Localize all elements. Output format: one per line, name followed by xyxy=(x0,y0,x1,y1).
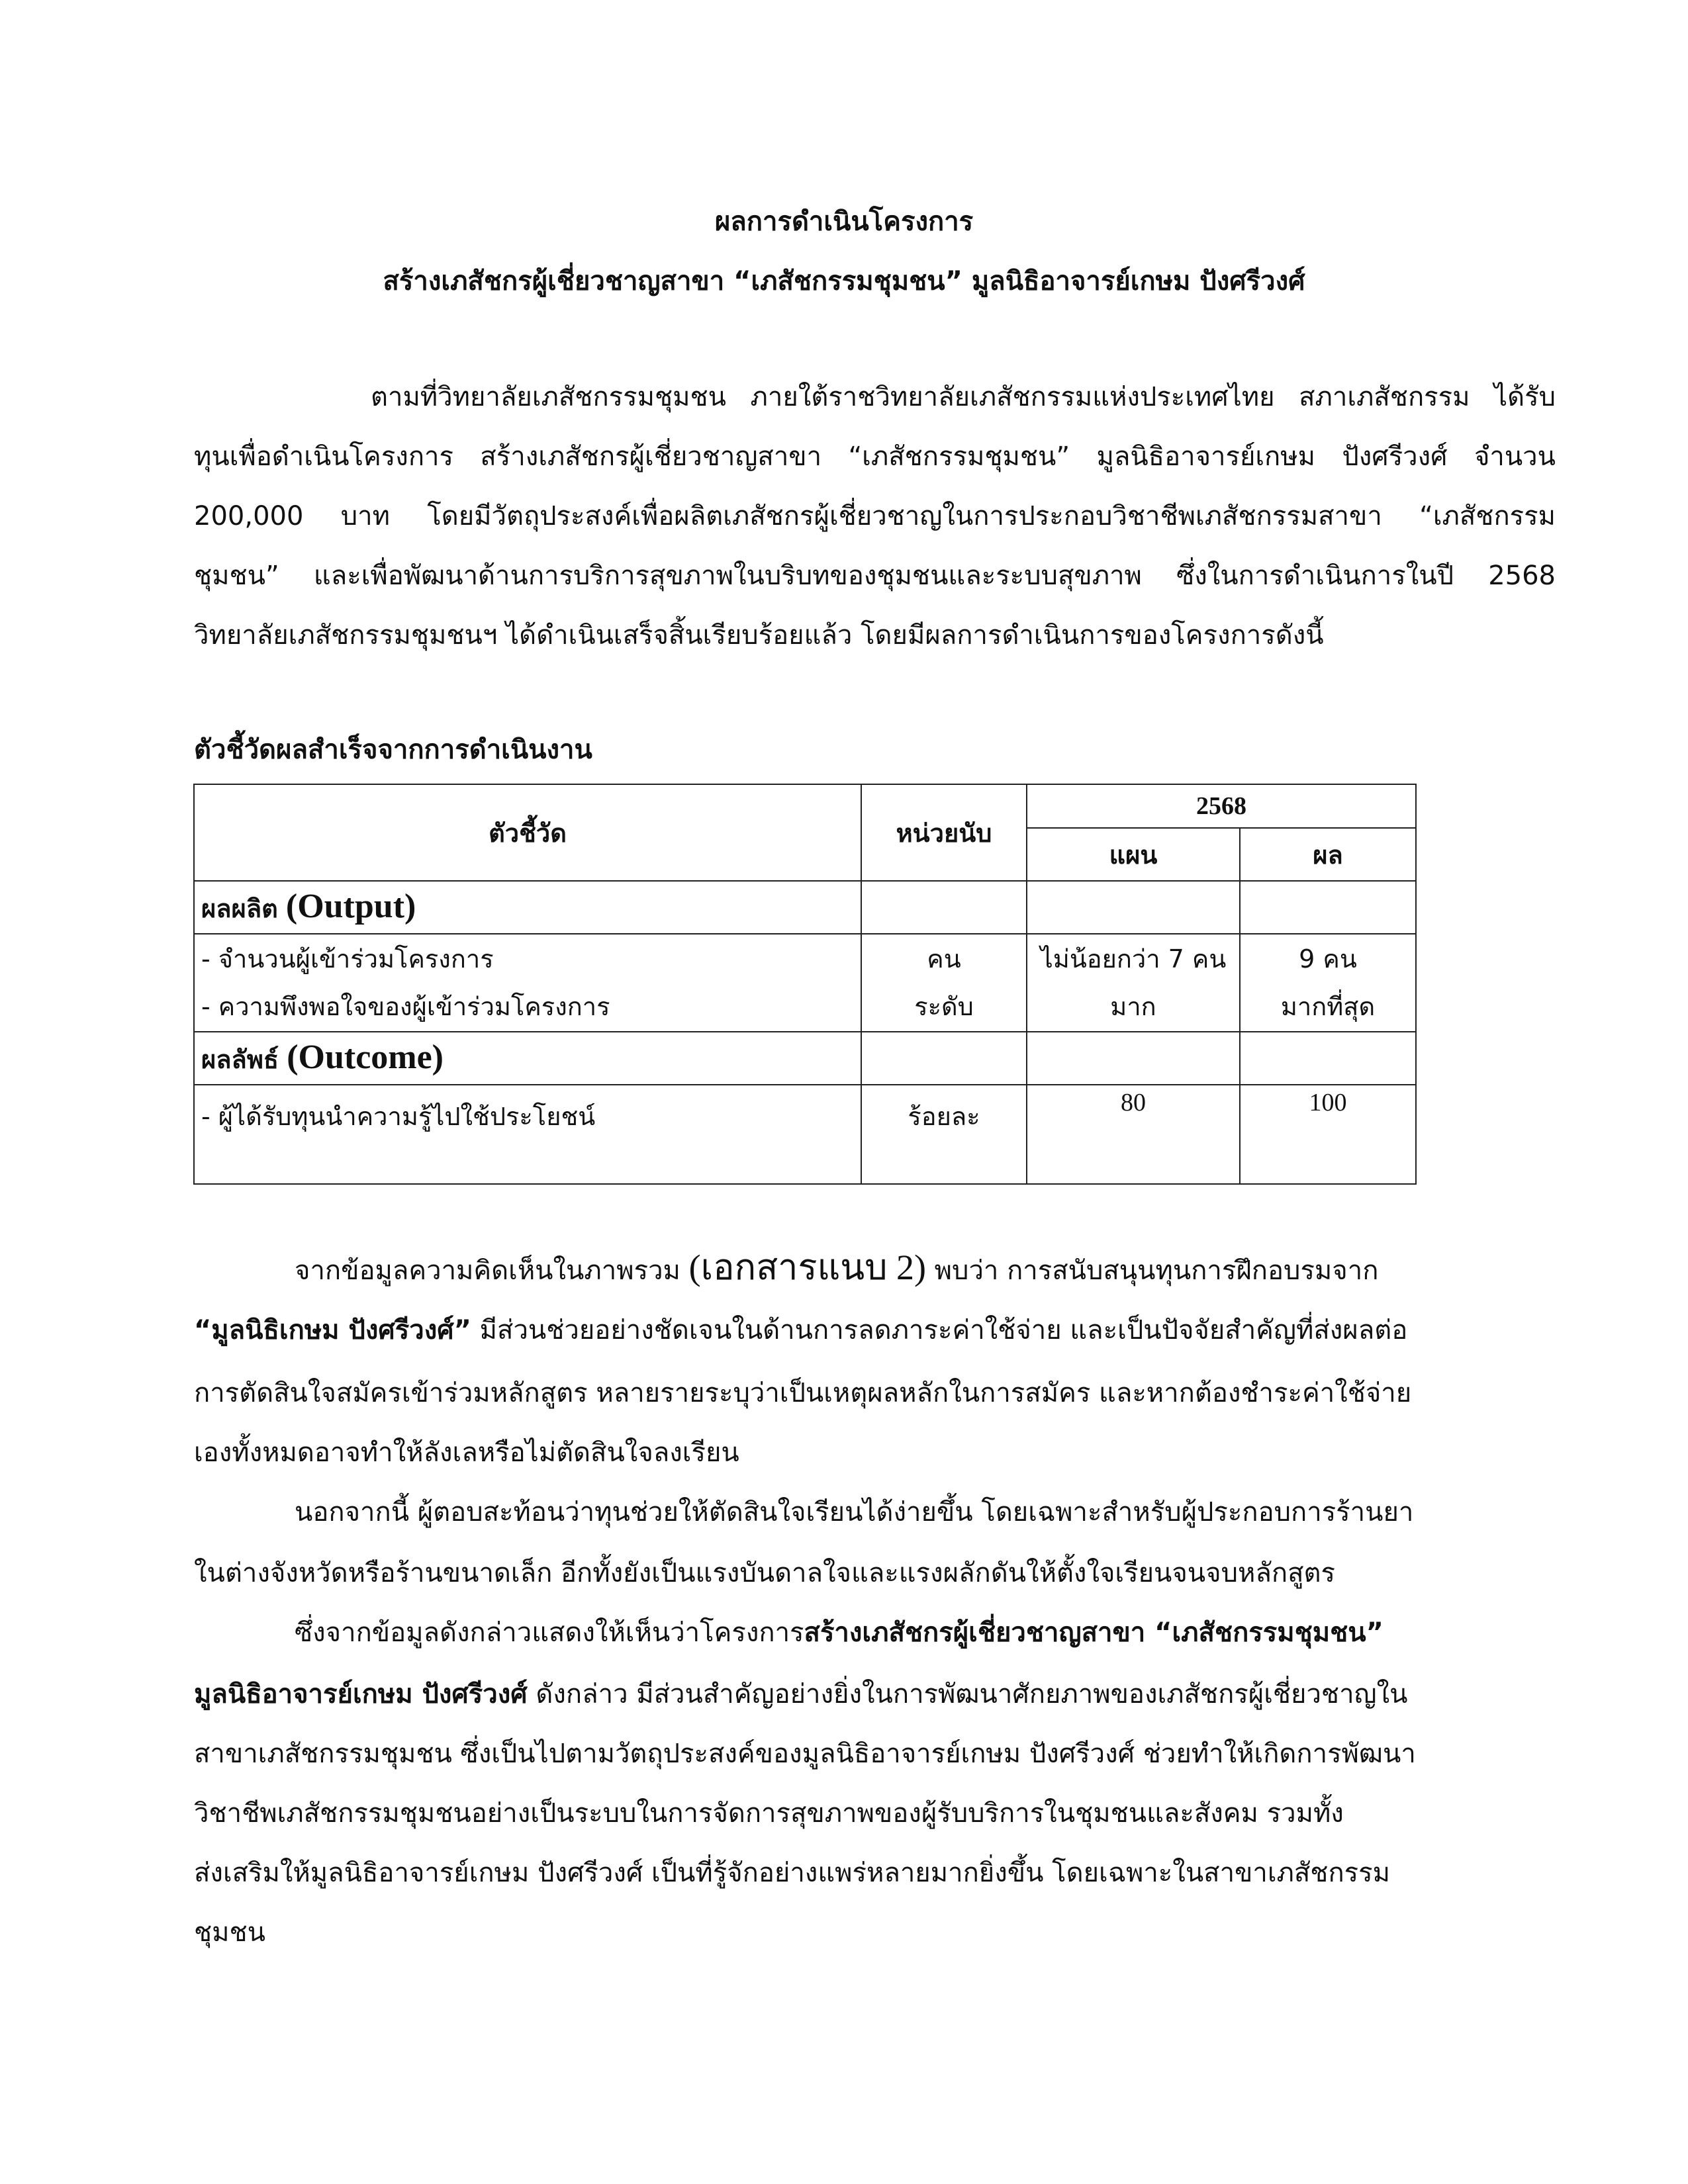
p3-text-a: ซึ่งจากข้อมูลดังกล่าวแสดงให้เห็นว่าโครงการ xyxy=(295,1617,804,1648)
header-plan: แผน xyxy=(1027,828,1240,881)
kpi-table xyxy=(193,784,1417,1185)
row2-plan: มาก xyxy=(1110,992,1156,1021)
p1-line-1 xyxy=(295,1248,1379,1287)
row1-indicator: - จำนวนผู้เข้าร่วมโครงการ xyxy=(201,944,494,974)
p1-foundation-name: “มูลนิธิเกษม ปังศรีวงศ์” xyxy=(194,1315,471,1345)
p3-project-name: สร้างเภสัชกรผู้เชี่ยวชาญสาขา “เภสัชกรรมชุมชน” xyxy=(804,1617,1383,1648)
intro-line-1: ตามที่วิทยาลัยเภสัชกรรมชุมชน ภายใต้ราชวิทยาลัยเภสัชกรรมแห่งประเทศไทย สภาเภสัชกรรม ได้รับ xyxy=(371,382,1556,412)
empty-cell xyxy=(1240,1032,1416,1085)
output-en-label: (Output) xyxy=(285,887,416,925)
empty-cell xyxy=(861,1032,1027,1085)
p3-line-1 xyxy=(295,1616,1383,1649)
p1-text-b: มีส่วนช่วยอย่างชัดเจนในด้านการลดภาระค่าใช้จ่าย และเป็นปัจจัยสำคัญที่ส่งผลต่อ xyxy=(471,1315,1408,1345)
empty-cell xyxy=(1240,881,1416,934)
p1-text-c: พบว่า การสนับสนุนทุนการฝึกอบรมจาก xyxy=(925,1255,1379,1286)
row2-unit: ระดับ xyxy=(914,992,974,1021)
table-row xyxy=(194,934,861,1032)
doc-title-line-2: สร้างเภสัชกรผู้เชี่ยวชาญสาขา “เภสัชกรรมชุมชน” มูลนิธิอาจารย์เกษม ปังศรีวงศ์ xyxy=(383,266,1305,296)
intro-line-2: ทุนเพื่อดำเนินโครงการ สร้างเภสัชกรผู้เชี่ยวชาญสาขา “เภสัชกรรมชุมชน” มูลนิธิอาจารย์เกษม ปังศรีวงศ์ จำนวน xyxy=(194,441,1556,472)
doc-title-line-1: ผลการดำเนินโครงการ xyxy=(714,206,974,237)
intro-line-5: วิทยาลัยเภสัชกรรมชุมชนฯ ได้ดำเนินเสร็จสิ้นเรียบร้อยแล้ว โดยมีผลการดำเนินการของโครงการดังนี้ xyxy=(194,620,1324,651)
p2-line-1: นอกจากนี้ ผู้ตอบสะท้อนว่าทุนช่วยให้ตัดสินใจเรียนได้ง่ายขึ้น โดยเฉพาะสำหรับผู้ประกอบการร้านยา xyxy=(295,1497,1414,1527)
row3-plan: 80 xyxy=(1027,1085,1240,1184)
section-output xyxy=(194,881,861,934)
empty-cell xyxy=(861,881,1027,934)
p2-line-2: ในต่างจังหวัดหรือร้านขนาดเล็ก อีกทั้งยังเป็นแรงบันดาลใจและแรงผลักดันให้ตั้งใจเรียนจนจบหลักสูตร xyxy=(194,1558,1335,1588)
p3-line-4: วิชาชีพเภสัชกรรมชุมชนอย่างเป็นระบบในการจัดการสุขภาพของผู้รับบริการในชุมชนและสังคม รวมทั้ง xyxy=(194,1798,1344,1829)
header-result: ผล xyxy=(1240,828,1416,881)
p1-text-a: จากข้อมูลความคิดเห็นในภาพรวม xyxy=(295,1255,689,1286)
header-unit: หน่วยนับ xyxy=(861,784,1027,881)
p3-line-3: สาขาเภสัชกรรมชุมชน ซึ่งเป็นไปตามวัตถุประสงค์ของมูลนิธิอาจารย์เกษม ปังศรีวงศ์ ช่วยทำให้เกิดการพัฒนา xyxy=(194,1739,1416,1769)
p3-foundation-name: มูลนิธิอาจารย์เกษม ปังศรีวงศ์ xyxy=(194,1679,528,1709)
row2-result: มากที่สุด xyxy=(1280,992,1376,1021)
header-year: 2568 xyxy=(1027,784,1416,828)
outcome-en-label: (Outcome) xyxy=(287,1038,444,1076)
row3-result: 100 xyxy=(1240,1085,1416,1184)
empty-cell xyxy=(1027,881,1240,934)
p3-text-b: ดังกล่าว มีส่วนสำคัญอย่างยิ่งในการพัฒนาศักยภาพของเภสัชกรผู้เชี่ยวชาญใน xyxy=(527,1679,1408,1709)
output-label: ผลผลิต xyxy=(201,893,278,923)
intro-line-4: ชุมชน” และเพื่อพัฒนาด้านการบริการสุขภาพในบริบทของชุมชนและระบบสุขภาพ ซึ่งในการดำเนินการในปี 2568 xyxy=(194,561,1556,591)
table-row xyxy=(861,934,1027,1032)
p1-line-2 xyxy=(194,1314,1407,1347)
p3-line-5: ส่งเสริมให้มูลนิธิอาจารย์เกษม ปังศรีวงศ์ เป็นที่รู้จักอย่างแพร่หลายมากยิ่งขึ้น โดยเฉพาะในสาขาเภสัชกรรม xyxy=(194,1858,1390,1888)
p1-line-4: เองทั้งหมดอาจทำให้ลังเลหรือไม่ตัดสินใจลงเรียน xyxy=(194,1437,739,1468)
p3-line-2 xyxy=(194,1678,1408,1711)
row1-unit: คน xyxy=(927,944,961,974)
intro-line-3: 200,000 บาท โดยมีวัตถุประสงค์เพื่อผลิตเภสัชกรผู้เชี่ยวชาญในการประกอบวิชาชีพเภสัชกรรมสาขา “เภสัชกรรม xyxy=(194,501,1556,531)
row3-unit: ร้อยละ xyxy=(861,1085,1027,1184)
section-outcome xyxy=(194,1032,861,1085)
row1-plan: ไม่น้อยกว่า 7 คน xyxy=(1040,944,1227,974)
p1-line-3: การตัดสินใจสมัครเข้าร่วมหลักสูตร หลายรายระบุว่าเป็นเหตุผลหลักในการสมัคร และหากต้องชำระค่าใช้จ่าย xyxy=(194,1378,1412,1408)
p3-line-6: ชุมชน xyxy=(194,1917,266,1948)
header-indicator: ตัวชี้วัด xyxy=(194,784,861,881)
table-row xyxy=(1027,934,1240,1032)
row3-indicator: - ผู้ได้รับทุนนำความรู้ไปใช้ประโยชน์ xyxy=(194,1085,861,1184)
section-heading: ตัวชี้วัดผลสำเร็จจากการดำเนินงาน xyxy=(194,735,592,765)
empty-cell xyxy=(1027,1032,1240,1085)
row1-result: 9 คน xyxy=(1299,944,1357,974)
p1-attachment-ref: (เอกสารแนบ 2) xyxy=(688,1248,926,1287)
row2-indicator: - ความพึงพอใจของผู้เข้าร่วมโครงการ xyxy=(201,992,610,1021)
outcome-label: ผลลัพธ์ xyxy=(201,1044,279,1074)
table-row xyxy=(1240,934,1416,1032)
